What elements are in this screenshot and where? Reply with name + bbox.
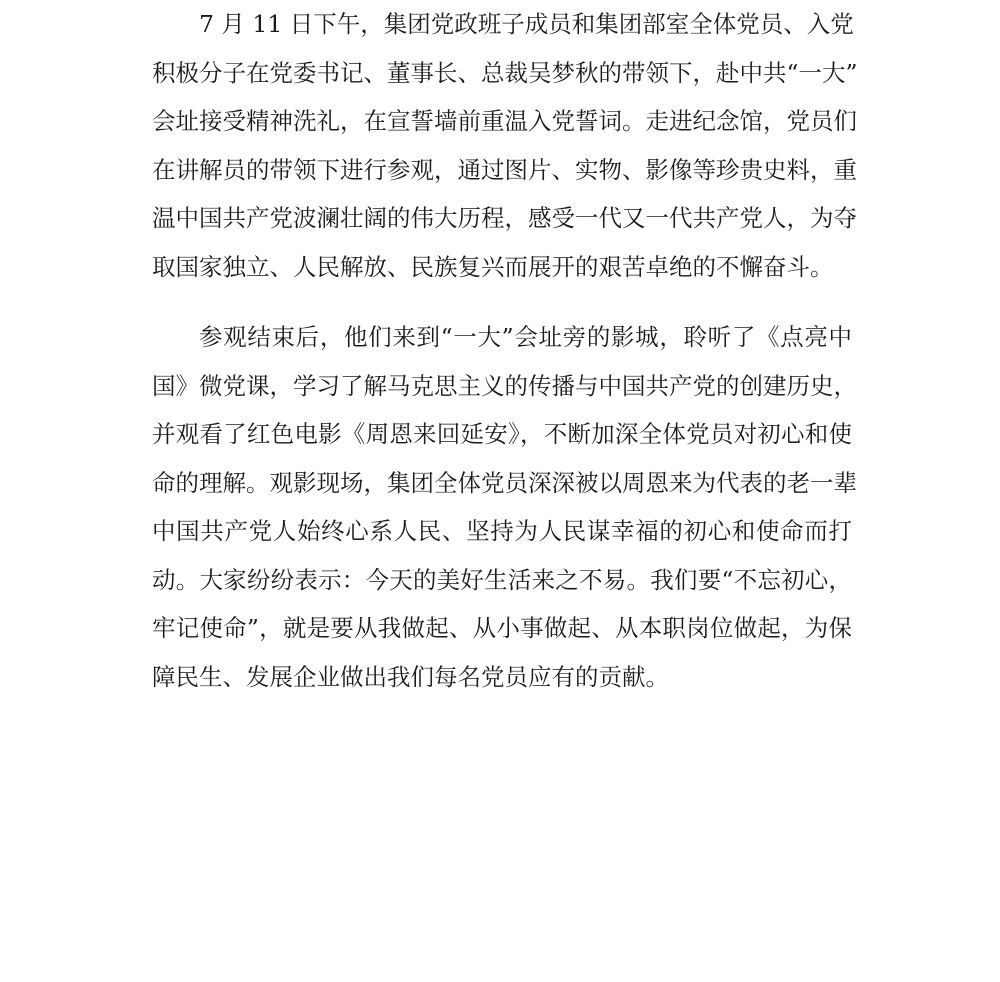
- paragraph-line: 动。大家纷纷表示：今天的美好生活来之不易。我们要“不忘初心，: [152, 565, 852, 594]
- paragraph-line: 国》微党课，学习了解马克思主义的传播与中国共产党的创建历史，: [152, 371, 857, 400]
- paragraph-line: 7 月 11 日下午，集团党政班子成员和集团部室全体党员、入党: [199, 10, 854, 38]
- paragraph-1: [152, 0, 858, 291]
- paragraph-line: 温中国共产党波澜壮阔的伟大历程，感受一代又一代共产党人，为夺: [152, 204, 857, 232]
- paragraph-line: 中国共产党人始终心系人民、坚持为人民谋幸福的初心和使命而打: [152, 517, 852, 545]
- paragraph-2: [152, 313, 857, 701]
- paragraph-line: 命的理解。观影现场，集团全体党员深深被以周恩来为代表的老一辈: [152, 468, 857, 497]
- paragraph-line: 积极分子在党委书记、董事长、总裁吴梦秋的带领下，赴中共“一大”: [152, 58, 858, 87]
- paragraph-line: 参观结束后，他们来到“一大”会址旁的影城，聆听了《点亮中: [199, 323, 852, 351]
- paragraph-line: 会址接受精神洗礼，在宣誓墙前重温入党誓词。走进纪念馆，党员们: [152, 107, 857, 135]
- paragraph-line: 并观看了红色电影《周恩来回延安》，不断加深全体党员对初心和使: [152, 420, 852, 448]
- paragraph-line: 在讲解员的带领下进行参观，通过图片、实物、影像等珍贵史料，重: [152, 155, 857, 184]
- paragraph-line: 牢记使命”，就是要从我做起、从小事做起、从本职岗位做起，为保: [152, 614, 852, 642]
- paragraph-line: 障民生、发展企业做出我们每名党员应有的贡献。: [152, 662, 669, 691]
- paragraph-line: 取国家独立、人民解放、民族复兴而展开的艰苦卓绝的不懈奋斗。: [152, 252, 834, 281]
